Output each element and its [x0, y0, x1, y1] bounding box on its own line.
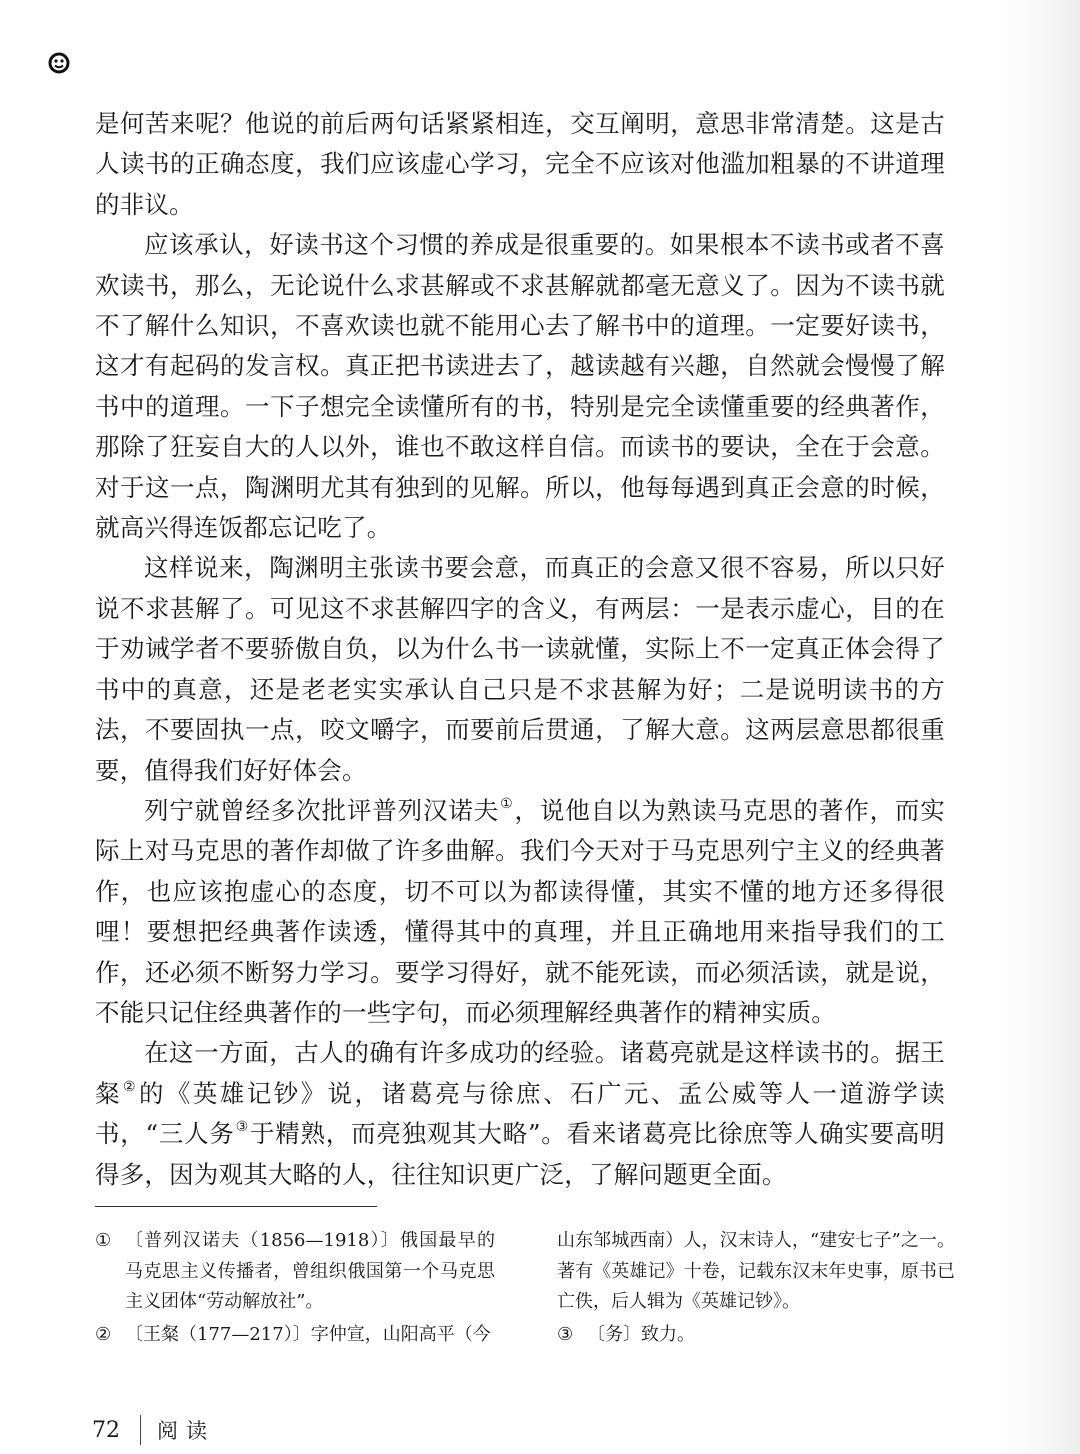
paragraph-4 — [95, 791, 945, 1033]
smiley-face-icon — [48, 52, 70, 74]
footnote-column-right — [557, 1226, 955, 1352]
footnote-2-text: 〔王粲（177—217）〕字仲宣，山阳高平（今 — [125, 1323, 491, 1345]
paragraph-4-part-a: 列宁就曾经多次批评普列汉诺夫 — [144, 795, 500, 825]
footnote-3-mark: ③ — [557, 1323, 574, 1345]
footnote-ref-1[interactable]: ① — [500, 795, 514, 812]
paragraph-1: 是何苦来呢？他说的前后两句话紧紧相连，交互阐明，意思非常清楚。这是古人读书的正确态度，我们应该虚心学习，完全不应该对他滥加粗暴的不讲道理的非议。 — [95, 109, 945, 219]
footnote-1 — [95, 1226, 495, 1318]
section-label: 阅读 — [157, 1419, 215, 1443]
paragraph-5-part-c: 于精熟，而亮独观其大略”。看来诸葛亮比徐庶等人确实要高明得多，因为观其大略的人，往往知识更广泛，了解问题更全面。 — [95, 1119, 945, 1189]
footer-separator — [140, 1415, 141, 1445]
footnote-divider — [95, 1206, 377, 1207]
footnote-2-continued: 山东邹城西南）人，汉末诗人，“建安七子”之一。著有《英雄记》十卷，记载东汉末年史事，原书已亡佚，后人辑为《英雄记钞》。 — [557, 1230, 955, 1312]
paragraph-5-part-a: 在这一方面，古人的确有许多成功的经验。诸葛亮就是这样读书的。据王粲 — [95, 1038, 945, 1108]
page-number: 72 — [92, 1417, 120, 1443]
footnote-ref-3[interactable]: ③ — [235, 1118, 249, 1135]
footnote-2-mark: ② — [95, 1323, 112, 1345]
page-edge-shadow — [1000, 0, 1080, 1454]
paragraph-5-part-b: 的《英雄记钞》说，诸葛亮与徐庶、石广元、孟公威等人一道游学读书，“三人务 — [95, 1078, 945, 1149]
footnote-ref-2[interactable]: ② — [122, 1078, 138, 1095]
paragraph-2: 应该承认，好读书这个习惯的养成是很重要的。如果根本不读书或者不喜欢读书，那么，无论说什么求甚解或不求甚解就都毫无意义了。因为不读书就不了解什么知识，不喜欢读也就不能用心去了解书中的道理。一定要好读书，这才有起码的发言权。真正把书读进去了，越读越有兴趣，自然就会慢慢了解书中的道理。一下子想完全读懂所有的书，特别是完全读懂重要的经典著作，那除了狂妄自大的人以外，谁也不敢这样自信。而读书的要诀，全在于会意。对于这一点，陶渊明尤其有独到的见解。所以，他每每遇到真正会意的时候，就高兴得连饭都忘记吃了。 — [95, 230, 945, 543]
paragraph-3: 这样说来，陶渊明主张读书要会意，而真正的会意又很不容易，所以只好说不求甚解了。可见这不求甚解四字的含义，有两层：一是表示虚心，目的在于劝诫学者不要骄傲自负，以为什么书一读就懂，实际上不一定真正体会得了书中的真意，还是老老实实承认自己只是不求甚解为好；二是说明读书的方法，不要固执一点，咬文嚼字，而要前后贯通，了解大意。这两层意思都很重要，值得我们好好体会。 — [95, 553, 945, 785]
footnotes — [95, 1226, 955, 1352]
footnote-1-mark: ① — [95, 1230, 112, 1251]
page-footer — [92, 1413, 215, 1447]
footnote-column-left — [95, 1226, 495, 1352]
body-text — [95, 104, 945, 1195]
footnote-3 — [557, 1320, 955, 1351]
footnote-3-text: 〔务〕致力。 — [587, 1323, 695, 1345]
footnote-1-text: 〔普列汉诺夫（1856—1918）〕俄国最早的马克思主义传播者，曾组织俄国第一个马克思主义团体“劳动解放社”。 — [125, 1230, 495, 1312]
paragraph-5 — [95, 1033, 945, 1195]
paragraph-4-part-b: ，说他自以为熟读马克思的著作，而实际上对马克思的著作却做了许多曲解。我们今天对于马克思列宁主义的经典著作，也应该抱虚心的态度，切不可以为都读得懂，其实不懂的地方还多得很哩！要想把经典著作读透，懂得其中的真理，并且正确地用来指导我们的工作，还必须不断努力学习。要学习得好，就不能死读，而必须活读，就是说，不能只记住经典著作的一些字句，而必须理解经典著作的精神实质。 — [95, 795, 945, 1027]
footnote-2 — [95, 1320, 495, 1351]
